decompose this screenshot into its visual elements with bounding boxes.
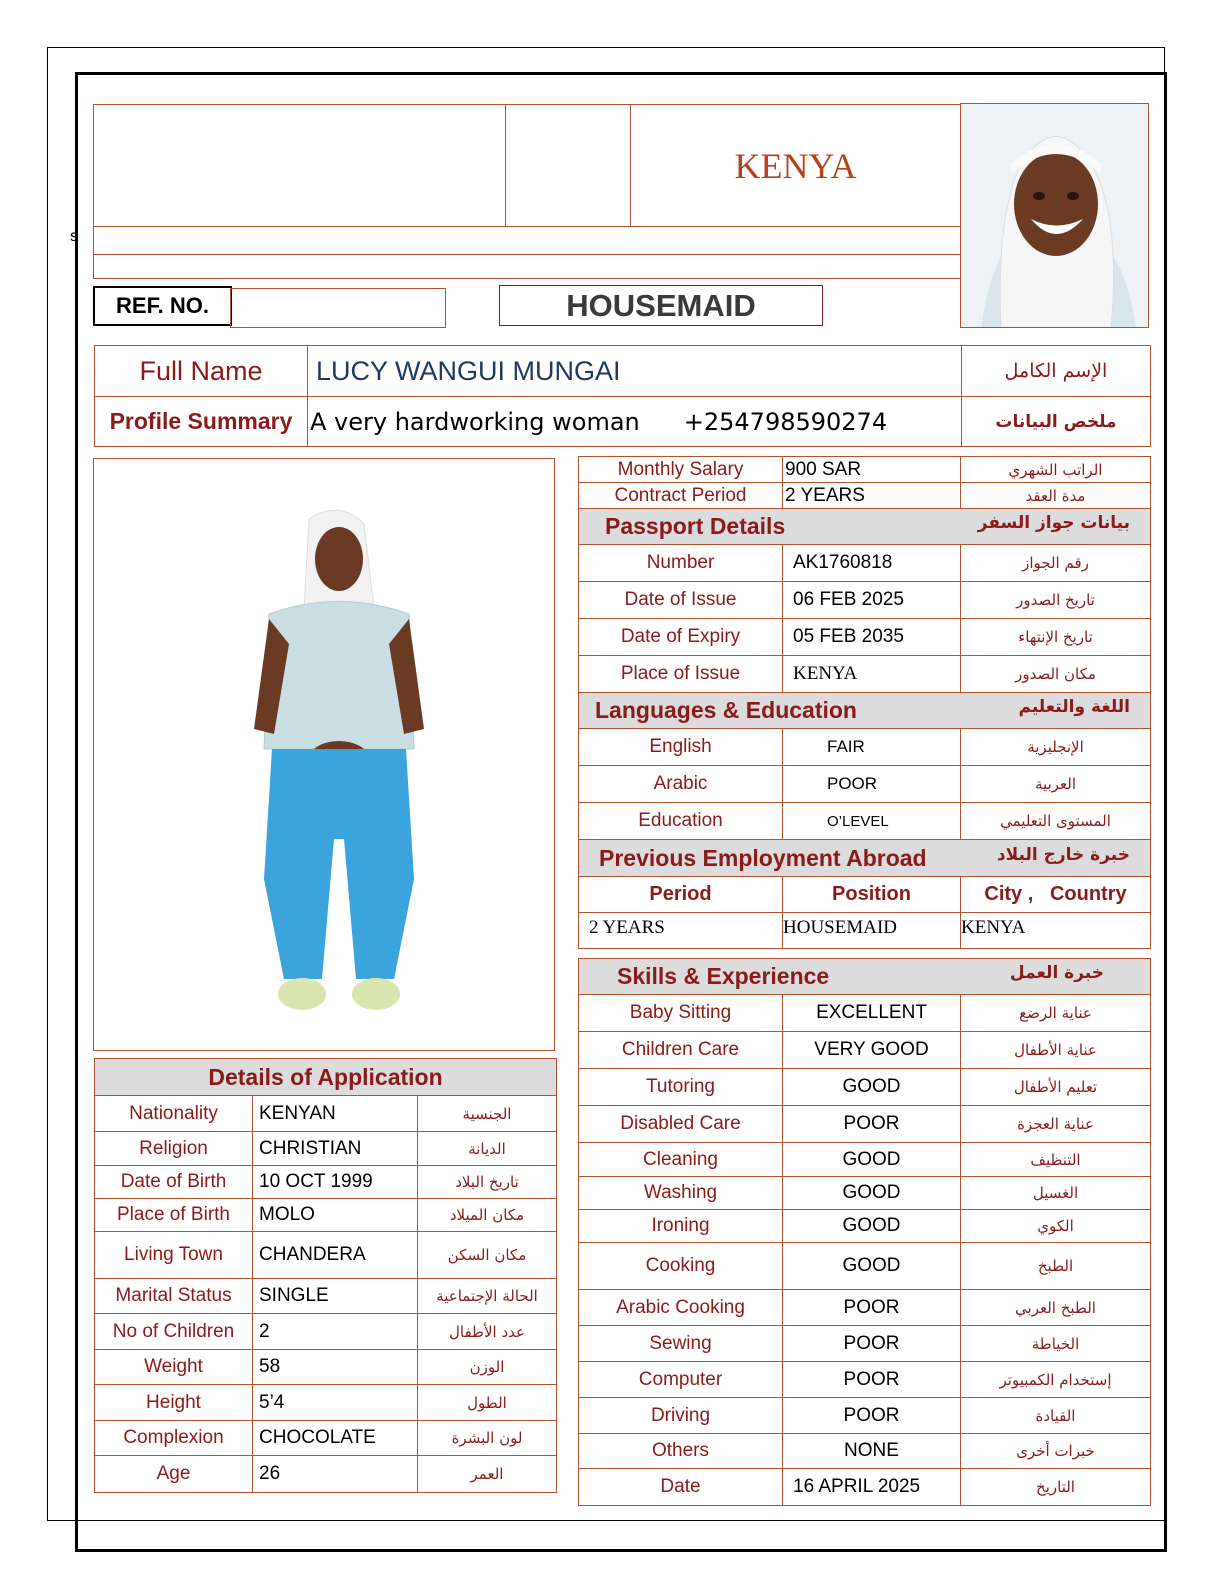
passport-header (579, 509, 1151, 545)
skill-washing-label: Washing (579, 1177, 783, 1210)
skill-others-label: Others (579, 1434, 783, 1469)
skill-arabic-cooking-label: Arabic Cooking (579, 1290, 783, 1326)
skill-computer-value: POOR (783, 1362, 961, 1398)
skill-baby-sitting-value: EXCELLENT (783, 995, 961, 1032)
age-ar: العمر (418, 1456, 557, 1493)
weight-label: Weight (95, 1350, 253, 1385)
place-of-issue-ar: مكان الصدور (961, 656, 1151, 693)
profile-table (94, 345, 1151, 447)
skill-ironing-ar: الكوي (961, 1210, 1151, 1243)
religion-label: Religion (95, 1132, 253, 1166)
dob-ar: تاريخ البلاد (418, 1166, 557, 1199)
expiry-date-label: Date of Expiry (579, 619, 783, 656)
living-town-label: Living Town (95, 1232, 253, 1279)
details-table (578, 456, 1151, 1506)
dob-label: Date of Birth (95, 1166, 253, 1199)
header-logo-box (93, 104, 506, 227)
country-box (630, 104, 961, 227)
skill-cleaning-label: Cleaning (579, 1143, 783, 1177)
pob-ar: مكان الميلاد (418, 1199, 557, 1232)
contract-period-ar: مدة العقد (961, 483, 1151, 509)
skill-disabled-care-label: Disabled Care (579, 1106, 783, 1143)
skills-header (579, 959, 1151, 995)
skill-children-care-value: VERY GOOD (783, 1032, 961, 1069)
employment-spacer (579, 949, 1151, 959)
height-ar: الطول (418, 1385, 557, 1421)
employment-country-value: KENYA (961, 913, 1151, 949)
pob-value: MOLO (253, 1199, 418, 1232)
employment-title: Previous Employment Abroad (599, 844, 927, 871)
issue-date-label: Date of Issue (579, 582, 783, 619)
skill-others-ar: خبرات أخرى (961, 1434, 1151, 1469)
skill-ironing-value: GOOD (783, 1210, 961, 1243)
skill-children-care-label: Children Care (579, 1032, 783, 1069)
skill-computer-label: Computer (579, 1362, 783, 1398)
arabic-ar: العربية (961, 766, 1151, 803)
date-label: Date (579, 1469, 783, 1506)
passport-title: Passport Details (605, 513, 786, 539)
children-label: No of Children (95, 1314, 253, 1350)
stray-mark: s (70, 228, 78, 245)
skill-driving-value: POOR (783, 1398, 961, 1434)
skill-disabled-care-ar: عناية العجزة (961, 1106, 1151, 1143)
languages-title: Languages & Education (595, 697, 857, 723)
complexion-label: Complexion (95, 1421, 253, 1456)
skill-others-value: NONE (783, 1434, 961, 1469)
full-name-value: LUCY WANGUI MUNGAI (308, 346, 962, 397)
portrait-photo (960, 103, 1149, 328)
living-town-value: CHANDERA (253, 1232, 418, 1279)
religion-value: CHRISTIAN (253, 1132, 418, 1166)
skill-washing-value: GOOD (783, 1177, 961, 1210)
marital-status-ar: الحالة الإجتماعية (418, 1279, 557, 1314)
profile-summary-label: Profile Summary (95, 397, 308, 447)
place-of-issue-label: Place of Issue (579, 656, 783, 693)
height-label: Height (95, 1385, 253, 1421)
phone-number: +254798590274 (683, 407, 888, 436)
passport-number-ar: رقم الجواز (961, 545, 1151, 582)
contract-period-value: 2 YEARS (783, 483, 961, 509)
skill-children-care-ar: عناية الأطفال (961, 1032, 1151, 1069)
job-title: HOUSEMAID (499, 285, 823, 326)
education-ar: المستوى التعليمي (961, 803, 1151, 840)
skill-baby-sitting-ar: عناية الرضع (961, 995, 1151, 1032)
skill-arabic-cooking-ar: الطبخ العربي (961, 1290, 1151, 1326)
skill-cooking-label: Cooking (579, 1243, 783, 1290)
issue-date-value: 06 FEB 2025 (783, 582, 961, 619)
living-town-ar: مكان السكن (418, 1232, 557, 1279)
english-value: FAIR (783, 729, 961, 766)
height-value: 5’4 (253, 1385, 418, 1421)
employment-period-value: 2 YEARS (579, 913, 783, 949)
place-of-issue-value: KENYA (783, 656, 961, 693)
age-value: 26 (253, 1456, 418, 1493)
skill-ironing-label: Ironing (579, 1210, 783, 1243)
skill-cleaning-ar: التنظيف (961, 1143, 1151, 1177)
dob-value: 10 OCT 1999 (253, 1166, 418, 1199)
marital-status-value: SINGLE (253, 1279, 418, 1314)
salary-ar: الراتب الشهري (961, 457, 1151, 483)
skills-title-ar: خبرة العمل (1009, 963, 1104, 983)
languages-title-ar: اللغة والتعليم (1018, 697, 1130, 717)
salary-label: Monthly Salary (579, 457, 783, 483)
english-ar: الإنجليزية (961, 729, 1151, 766)
skill-driving-label: Driving (579, 1398, 783, 1434)
education-label: Education (579, 803, 783, 840)
skill-sewing-ar: الخياطة (961, 1326, 1151, 1362)
profile-summary-ar: ملخص البيانات (962, 397, 1151, 447)
nationality-label: Nationality (95, 1096, 253, 1132)
employment-period-header: Period (579, 877, 783, 913)
complexion-value: CHOCOLATE (253, 1421, 418, 1456)
weight-ar: الوزن (418, 1350, 557, 1385)
date-ar: التاريخ (961, 1469, 1151, 1506)
passport-number-value: AK1760818 (783, 545, 961, 582)
employment-country-header: City , Country (961, 877, 1151, 913)
employment-title-ar: خبرة خارج البلاد (996, 844, 1130, 865)
english-label: English (579, 729, 783, 766)
employment-position-header: Position (783, 877, 961, 913)
skill-cooking-ar: الطبخ (961, 1243, 1151, 1290)
skills-title: Skills & Experience (617, 963, 830, 989)
expiry-date-value: 05 FEB 2035 (783, 619, 961, 656)
full-name-label: Full Name (95, 346, 308, 397)
skill-cooking-value: GOOD (783, 1243, 961, 1290)
expiry-date-ar: تاريخ الإنتهاء (961, 619, 1151, 656)
full-name-ar: الإسم الكامل (962, 346, 1151, 397)
application-title: Details of Application (95, 1059, 557, 1096)
languages-header (579, 693, 1151, 729)
arabic-value: POOR (783, 766, 961, 803)
application-table (94, 1058, 557, 1493)
issue-date-ar: تاريخ الصدور (961, 582, 1151, 619)
religion-ar: الديانة (418, 1132, 557, 1166)
header-blank-box (505, 104, 631, 227)
contract-period-label: Contract Period (579, 483, 783, 509)
marital-status-label: Marital Status (95, 1279, 253, 1314)
children-ar: عدد الأطفال (418, 1314, 557, 1350)
skill-arabic-cooking-value: POOR (783, 1290, 961, 1326)
header-strip-2 (93, 254, 961, 279)
passport-number-label: Number (579, 545, 783, 582)
skill-computer-ar: إستخدام الكمبيوتر (961, 1362, 1151, 1398)
skill-tutoring-value: GOOD (783, 1069, 961, 1106)
profile-summary-value (308, 397, 962, 447)
skill-washing-ar: الغسيل (961, 1177, 1151, 1210)
salary-value: 900 SAR (783, 457, 961, 483)
complexion-ar: لون البشرة (418, 1421, 557, 1456)
education-value: O’LEVEL (783, 803, 961, 840)
skill-cleaning-value: GOOD (783, 1143, 961, 1177)
full-body-photo (93, 458, 555, 1051)
arabic-label: Arabic (579, 766, 783, 803)
nationality-value: KENYAN (253, 1096, 418, 1132)
skill-tutoring-ar: تعليم الأطفال (961, 1069, 1151, 1106)
skill-sewing-label: Sewing (579, 1326, 783, 1362)
header-strip-1 (93, 226, 961, 255)
skill-driving-ar: القيادة (961, 1398, 1151, 1434)
full-body-illustration (94, 459, 555, 1051)
summary-text: A very hardworking woman (310, 407, 640, 436)
skill-tutoring-label: Tutoring (579, 1069, 783, 1106)
skill-sewing-value: POOR (783, 1326, 961, 1362)
children-value: 2 (253, 1314, 418, 1350)
employment-position-value: HOUSEMAID (783, 913, 961, 949)
ref-no-value (230, 288, 446, 328)
ref-no-label: REF. NO. (93, 286, 232, 326)
weight-value: 58 (253, 1350, 418, 1385)
passport-title-ar: بيانات جواز السفر (977, 513, 1130, 533)
nationality-ar: الجنسية (418, 1096, 557, 1132)
portrait-illustration (961, 104, 1149, 328)
skill-disabled-care-value: POOR (783, 1106, 961, 1143)
age-label: Age (95, 1456, 253, 1493)
pob-label: Place of Birth (95, 1199, 253, 1232)
employment-header (579, 840, 1151, 877)
date-value: 16 APRIL 2025 (783, 1469, 961, 1506)
country-title: KENYA (734, 145, 857, 186)
skill-baby-sitting-label: Baby Sitting (579, 995, 783, 1032)
